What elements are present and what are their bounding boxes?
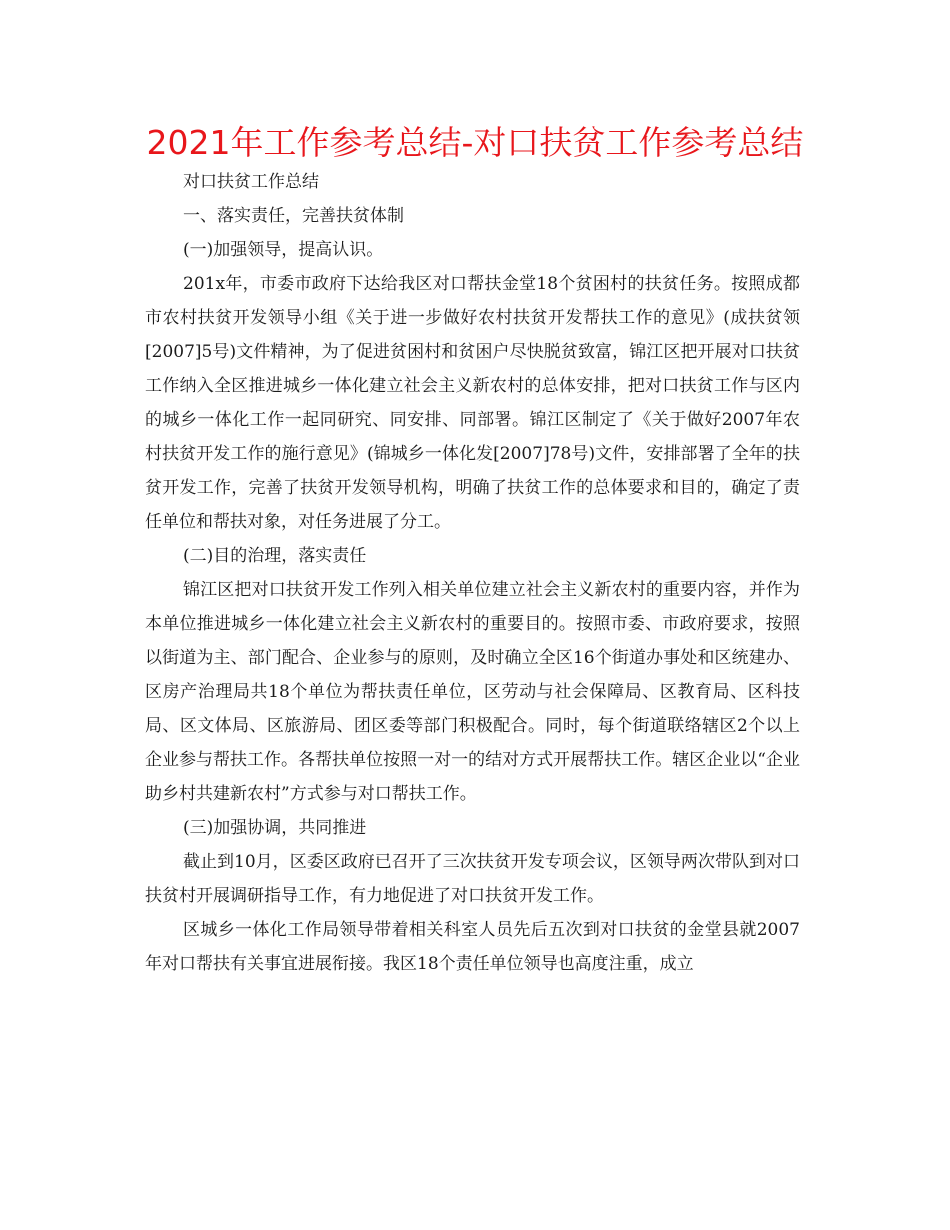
paragraph-subheading: (一)加强领导，提高认识。 (183, 240, 384, 260)
paragraph-body: 区城乡一体化工作局领导带着相关科室人员先后五次到对口扶贫的金堂县就2007年对口帮扶有关事宜进展衔接。我区18个责任单位领导也高度注重，成立 (145, 920, 800, 974)
paragraph-subheading: (三)加强协调，共同推进 (183, 818, 367, 838)
document-body (145, 165, 800, 981)
paragraph-body: 截止到10月，区委区政府已召开了三次扶贫开发专项会议，区领导两次带队到对口扶贫村开展调研指导工作，有力地促进了对口扶贫开发工作。 (145, 852, 800, 906)
paragraph-body: 锦江区把对口扶贫开发工作列入相关单位建立社会主义新农村的重要内容，并作为本单位推进城乡一体化建立社会主义新农村的重要目的。按照市委、市政府要求，按照以街道为主、部门配合、企业参与的原则，及时确立全区16个街道办事处和区统建办、区房产治理局共18个单位为帮扶责任单位，区劳动与社会保障局、区教育局、区科技局、区文体局、区旅游局、团区委等部门积极配合。同时，每个街道联络辖区2个以上企业参与帮扶工作。各帮扶单位按照一对一的结对方式开展帮扶工作。辖区企业以“企业助乡村共建新农村”方式参与对口帮扶工作。 (145, 580, 800, 804)
paragraph-heading: 对口扶贫工作总结 (183, 172, 319, 192)
paragraph-section-heading: 一、落实责任，完善扶贫体制 (183, 206, 404, 226)
document-title: 2021年工作参考总结-对口扶贫工作参考总结 (146, 123, 804, 162)
paragraph-subheading: (二)目的治理，落实责任 (183, 546, 367, 566)
paragraph-body: 201x年，市委市政府下达给我区对口帮扶金堂18个贫困村的扶贫任务。按照成都市农村扶贫开发领导小组《关于进一步做好农村扶贫开发帮扶工作的意见》(成扶贫领[2007]5号)文件精神，为了促进贫困村和贫困户尽快脱贫致富，锦江区把开展对口扶贫工作纳入全区推进城乡一体化建立社会主义新农村的总体安排，把对口扶贫工作与区内的城乡一体化工作一起同研究、同安排、同部署。锦江区制定了《关于做好2007年农村扶贫开发工作的施行意见》(锦城乡一体化发[2007]78号)文件，安排部署了全年的扶贫开发工作，完善了扶贫开发领导机构，明确了扶贫工作的总体要求和目的，确定了责任单位和帮扶对象，对任务进展了分工。 (145, 274, 800, 532)
